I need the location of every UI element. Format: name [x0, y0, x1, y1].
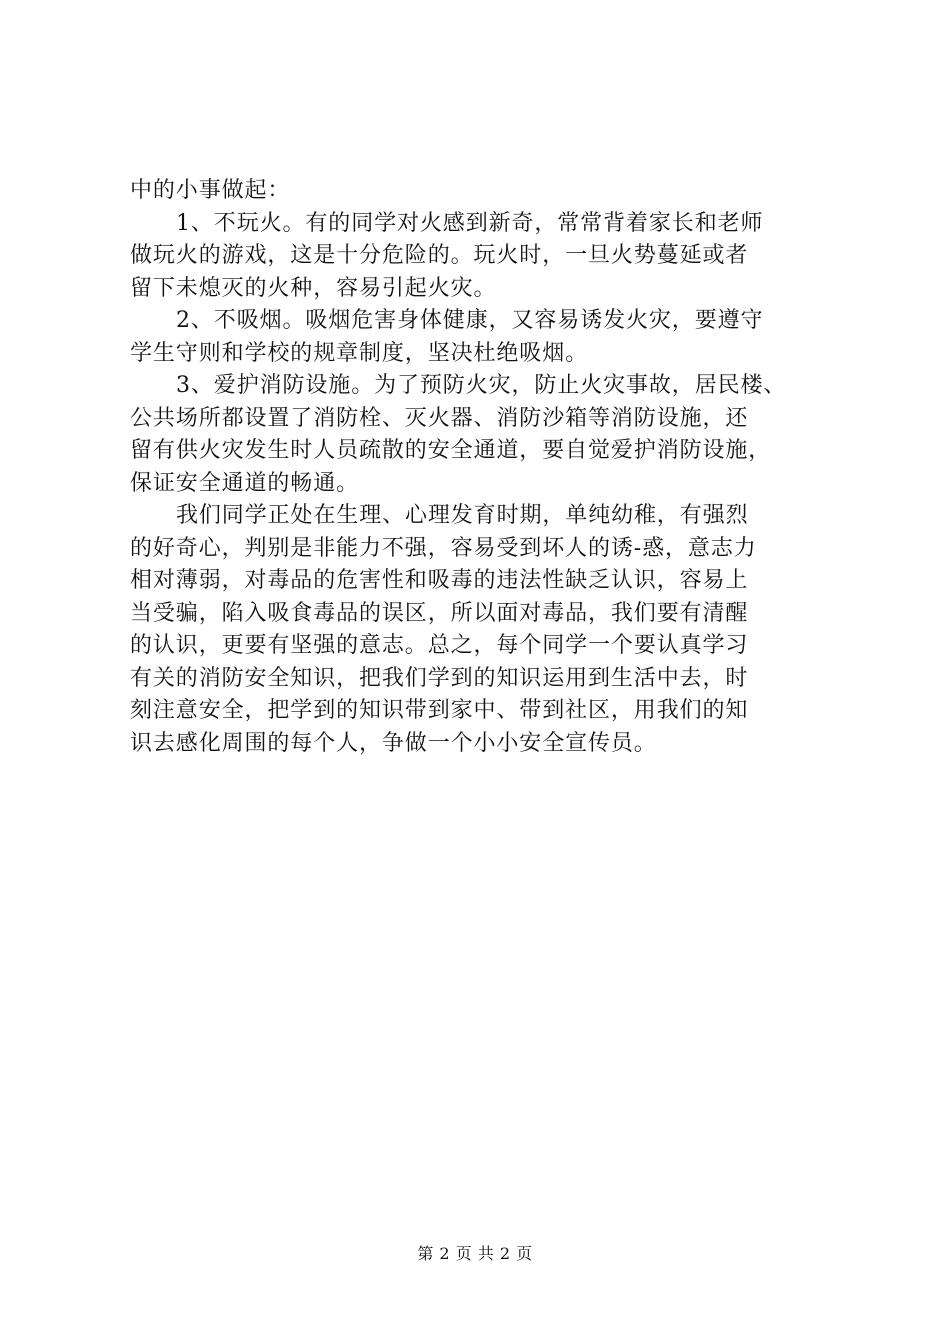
body-text [130, 175, 830, 760]
text-line: 当受骗，陷入吸食毒品的误区，所以面对毒品，我们要有清醒 [130, 600, 749, 626]
text-line: 2、不吸烟。吸烟危害身体健康，又容易诱发火灾，要遵守 [176, 308, 764, 333]
text-line: 公共场所都设置了消防栓、灭火器、消防沙箱等消防设施，还 [130, 405, 749, 431]
text-line: 我们同学正处在生理、心理发育时期，单纯幼稚，有强烈 [176, 503, 749, 528]
text-line: 1、不玩火。有的同学对火感到新奇，常常背着家长和老师 [176, 210, 764, 236]
text-line: 保证安全通道的畅通。 [130, 470, 360, 496]
text-line: 识去感化周围的每个人，争做一个小小安全宣传员。 [130, 730, 657, 756]
text-line: 的好奇心，判别是非能力不强，容易受到坏人的诱-惑，意志力 [130, 535, 757, 561]
text-line: 留下未熄灭的火种，容易引起火灾。 [130, 275, 497, 301]
text-line: 相对薄弱，对毒品的危害性和吸毒的违法性缺乏认识，容易上 [130, 568, 749, 593]
text-line: 学生守则和学校的规章制度，坚决杜绝吸烟。 [130, 340, 589, 366]
text-line: 做玩火的游戏，这是十分危险的。玩火时，一旦火势蔓延或者 [130, 243, 749, 268]
text-line: 刻注意安全，把学到的知识带到家中、带到社区，用我们的知 [130, 698, 749, 723]
text-line: 留有供火灾发生时人员疏散的安全通道，要自觉爱护消防设施， [130, 438, 772, 463]
text-line: 中的小事做起： [130, 178, 291, 203]
text-line: 有关的消防安全知识，把我们学到的知识运用到生活中去，时 [130, 665, 749, 691]
text-line: 的认识，更要有坚强的意志。总之，每个同学一个要认真学习 [130, 633, 749, 658]
page-number-footer: 第 2 页 共 2 页 [417, 1244, 533, 1263]
text-line: 3、爱护消防设施。为了预防火灾，防止火灾事故，居民楼、 [176, 373, 787, 398]
